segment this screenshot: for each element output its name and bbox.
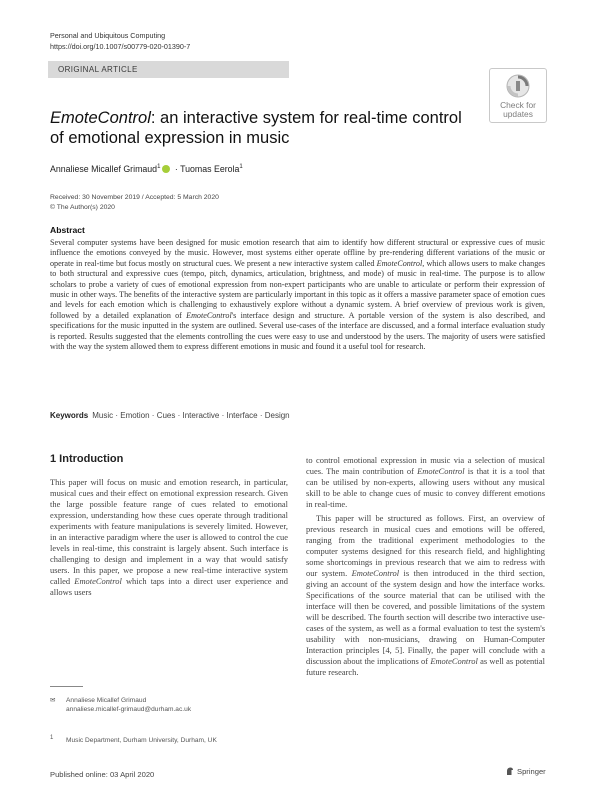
intro-paragraph-1-cont — [306, 455, 545, 510]
doi-link[interactable]: https://doi.org/10.1007/s00779-020-01390-7 — [50, 42, 191, 51]
intro-p2-system-name: EmoteControl — [351, 568, 400, 578]
intro-p1-system-name: EmoteControl — [74, 576, 122, 586]
abstract-text — [50, 238, 545, 352]
badge-line2: updates — [503, 109, 533, 119]
springer-horse-icon — [505, 766, 515, 776]
badge-line1: Check for — [500, 100, 536, 110]
corresponding-author-email[interactable]: annaliese.micallef-grimaud@durham.ac.uk — [66, 706, 192, 713]
keywords-list: Music · Emotion · Cues · Interactive · Interface · Design — [92, 411, 290, 420]
intro-p1c-text: to control emotional expression in music via a selection of musical cues. The main contribution of — [306, 455, 545, 476]
abstract-part-3: 's interface design and structure. A portable version of the system is also described, and specifications for the music inputted in the system are outlined. Several use-cases of the interface are discussed, and a formal interface evaluation study is reported. Results suggested that the elements controlling the cues were easy to use and understood by the users. The majority of users were satisfied with the way the system allowed them to express different emotions in music and found it a useful tool for research. — [50, 310, 545, 352]
abstract-system-name-2: EmoteControl — [186, 310, 232, 320]
published-online-date: Published online: 03 April 2020 — [50, 770, 155, 779]
orcid-icon[interactable] — [162, 165, 170, 173]
check-updates-icon — [506, 74, 530, 100]
intro-p1-tail: which taps into a direct user experience and allows users — [50, 576, 288, 597]
abstract-part-2: , which allows users to make changes to both structural and expressive cues (tempo, pitch, dynamics, articulation, brightness, and mode) of music in real-time. The purpose is to allow scholars to probe a variety of cues of emotional expression from non-expert participants who are unable to articulate or perform their expression of music in other ways. The benefits of the interactive system are particularly important in this topic as it offers a massive parameter space of emotion cues and levels for each emotion which is challenging to exhaustively explore without a dynamic system. A brief overview of previous work is given, followed by a detailed explanation of — [50, 258, 545, 320]
intro-paragraph-1 — [50, 477, 288, 598]
author-separator: · — [172, 163, 181, 174]
footnote-divider — [50, 686, 83, 687]
intro-right-column — [306, 455, 545, 678]
intro-paragraph-2 — [306, 513, 545, 678]
publisher-logo — [505, 766, 546, 777]
received-accepted-dates: Received: 30 November 2019 / Accepted: 5 March 2020 — [50, 194, 219, 201]
author-line — [50, 162, 243, 175]
intro-p1c-tail: is that it is a tool that can be utilised by non-experts, allowing users without any musical skill to be able to change cues of music to convey different emotions in real-time. — [306, 466, 545, 509]
affiliation: Music Department, Durham University, Durham, UK — [66, 737, 217, 744]
author-1-affil: 1 — [157, 164, 161, 170]
author-1[interactable]: Annaliese Micallef Grimaud — [50, 163, 158, 174]
title-system-name: EmoteControl — [50, 109, 151, 127]
abstract-system-name-1: EmoteControl — [376, 258, 423, 268]
publisher-name: Springer — [517, 767, 546, 776]
affiliation-number: 1 — [50, 735, 54, 741]
author-2-affil: 1 — [239, 164, 243, 170]
keywords-label: Keywords — [50, 411, 89, 420]
journal-name: Personal and Ubiquitous Computing — [50, 31, 166, 40]
paper-title — [50, 108, 470, 148]
intro-p2-text: This paper will be structured as follows. First, an overview of previous research in musical cues and emotions will be offered, ranging from the traditional experiment methodologies to the computer systems designed for this research field, and highlighting some shortcomings in previous research that we aim to redress with our system. — [306, 513, 545, 578]
title-rest: : an interactive system for real-time control of emotional expression in music — [50, 109, 462, 147]
abstract-part-1: Several computer systems have been designed for music emotion research that aim to identify how different structural or expressive cues of music influence the emotions conveyed by the music. However, most systems either operate offline by pre-rendering different variations of the music or operate in real-time but focus mostly on structural cues. We present a new interactive system called — [50, 238, 545, 268]
check-for-updates-badge[interactable] — [489, 68, 547, 123]
intro-p2-tail: as well as potential future research. — [306, 656, 545, 677]
copyright-notice: © The Author(s) 2020 — [50, 204, 115, 211]
abstract-heading: Abstract — [50, 225, 85, 235]
intro-p2-middle: is then introduced in the third section, giving an account of the system design and how the interface works. Specifications of the source material that can be utilised with the interface will then be covered, and possible limitations of the system will be described. The fourth section will describe two interactive use-cases of the system, as well as a formal evaluation to test the system's usability with non-musicians, drawing on Human-Computer Interaction principles [4, 5]. Finally, the paper will conclude with a discussion about the implications of — [306, 568, 545, 666]
article-type-banner — [48, 61, 289, 78]
author-2[interactable]: Tuomas Eerola — [180, 163, 240, 174]
section-heading-introduction: 1 Introduction — [50, 453, 124, 465]
keywords — [50, 411, 290, 421]
intro-left-column — [50, 477, 288, 598]
intro-p1c-system-name: EmoteControl — [417, 466, 465, 476]
corresponding-author-name: Annaliese Micallef Grimaud — [66, 697, 147, 704]
intro-p2-system-name-2: EmoteControl — [430, 656, 478, 666]
article-type-label: ORIGINAL ARTICLE — [58, 65, 138, 74]
envelope-icon: ✉ — [50, 697, 56, 704]
intro-p1-text: This paper will focus on music and emotion research, in particular, musical cues and their effect on emotional expression research. Given the large possible feature range of cues related to emotional expression, understanding how these cues operate through traditional experiments with feature manipulations is severely limited. However, in an interactive paradigm where the user is allowed to control the cue levels in real-time, this constraint is largely absent. Such interface is challenging to design and implement in a way that would satisfy users. In this paper, we propose a new real-time interactive system called — [50, 477, 288, 586]
